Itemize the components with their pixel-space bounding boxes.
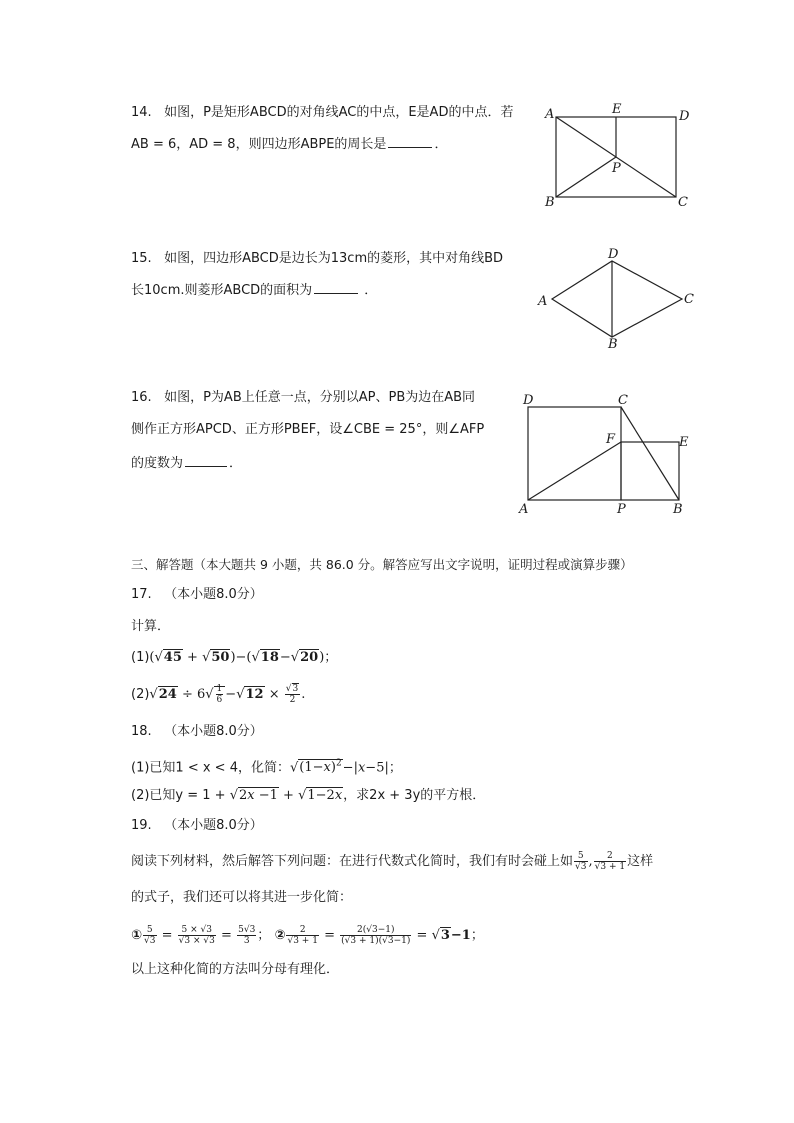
q16-text-line2: 侧作正方形APCD、正方形PBEF，设∠CBE = 25°，则∠AFP <box>131 422 485 437</box>
q15-line1 <box>131 249 503 269</box>
q14-line1 <box>131 103 513 123</box>
q16-text-line3: 的度数为 <box>131 456 184 471</box>
q17-part1-expression: (√45 + √50)−(√18−√20)； <box>149 650 338 665</box>
q18-part2-text-b: ，求2x + 3y的平方根． <box>343 788 486 803</box>
q16-label-f: F <box>606 432 616 447</box>
q19-examples <box>131 925 484 946</box>
q19-circle-2: ② <box>274 928 286 943</box>
q17-part2-expression: √24 ÷ 6√ $\frac{1}{6}$ −√12 × $\frac{√3}{2}$ . <box>149 684 306 705</box>
q19-number: 19. <box>131 818 152 833</box>
q15-period: ． <box>364 283 378 298</box>
q15-text-line2: 长10cm.则菱形ABCD的面积为 <box>131 283 313 298</box>
q15-label-c: C <box>684 292 694 307</box>
q16-number: 16. <box>131 390 152 405</box>
q16-figure <box>515 390 695 520</box>
q19-example-2: $\frac{2}{√3 + 1}$ = $\frac{2(√3-1)}{(√3 + 1)(√3-1)}$ = √3−1； <box>287 925 484 946</box>
q16-text-line1: 如图，P为AB上任意一点，分别以AP、PB为边在AB同 <box>164 390 476 405</box>
q16-label-a: A <box>519 502 529 517</box>
q18-part1 <box>131 754 402 778</box>
q14-number: 14. <box>131 105 152 120</box>
q19-text-line1-b: 这样 <box>627 854 654 869</box>
q16-label-d: D <box>523 393 534 408</box>
q15-label-a: A <box>538 294 548 309</box>
q16-line1 <box>131 388 475 408</box>
q19-circle-1: ① <box>131 928 143 943</box>
q19-conclusion: 以上这种化简的方法叫分母有理化． <box>131 962 340 977</box>
q17-intro: 计算． <box>131 619 171 634</box>
q16-label-b: B <box>673 502 683 517</box>
q14-answer-blank <box>388 133 432 148</box>
q16-label-e: E <box>679 435 689 450</box>
q16-line3 <box>131 452 242 474</box>
q17-number: 17. <box>131 587 152 602</box>
section3-heading: 三、解答题（本大题共 9 小题，共 86.0 分。解答应写出文字说明，证明过程或演算步骤） <box>131 557 633 572</box>
q16-label-c: C <box>618 393 628 408</box>
q19-line1 <box>131 851 653 872</box>
q15-label-b: B <box>608 337 618 352</box>
q18-number: 18. <box>131 724 152 739</box>
q14-label-b: B <box>545 195 555 210</box>
q16-label-p: P <box>617 502 626 517</box>
q19-text-line1-a: 阅读下列材料，然后解答下列问题：在进行代数式化简时，我们有时会碰上如 <box>131 854 574 869</box>
q15-figure <box>535 248 695 353</box>
q18-part1-expression: $√(1-x)^2-|x-5|$； <box>289 759 402 776</box>
q14-label-e: E <box>612 102 622 117</box>
q19-example-fractions: $\frac{5}{√3}$ , $\frac{2}{√3 + 1}$ <box>575 851 626 872</box>
q16-line2 <box>131 420 484 440</box>
q14-label-a: A <box>545 107 555 122</box>
q17-part2 <box>131 684 305 705</box>
q14-figure <box>540 100 700 215</box>
q14-segment-bp <box>556 157 616 197</box>
q19-score: （本小题8.0分） <box>164 818 263 833</box>
q15-label-d: D <box>608 247 619 262</box>
q16-segment-af <box>528 442 621 500</box>
q14-text-line2: AB = 6，AD = 8，则四边形ABPE的周长是 <box>131 137 387 152</box>
q17-part1-label: (1) <box>131 650 150 665</box>
q17-part2-label: (2) <box>131 687 150 702</box>
q14-label-p: P <box>612 161 621 176</box>
q16-square-apcd <box>528 407 621 500</box>
q16-period: ． <box>229 456 243 471</box>
q17-score: （本小题8.0分） <box>164 587 263 602</box>
q18-part2 <box>131 786 485 806</box>
q17-part1 <box>131 648 337 668</box>
q15-number: 15. <box>131 251 152 266</box>
q18-part2-text-a: (2)已知y = 1 + <box>131 788 226 803</box>
q14-text-line1: 如图，P是矩形ABCD的对角线AC的中点，E是AD的中点．若 <box>164 105 514 120</box>
q14-period: ． <box>434 137 448 152</box>
q15-rhombus <box>552 261 682 337</box>
q15-text-line1: 如图，四边形ABCD是边长为13cm的菱形，其中对角线BD <box>164 251 504 266</box>
q19-example-1: $\frac{5}{√3}$ = $\frac{5 \times √3}{√3 \times √3}$ = $\frac{5√3}{3}$ ； <box>144 925 271 946</box>
q14-line2 <box>131 133 447 155</box>
q16-square-pbef <box>621 442 679 500</box>
q17-header <box>131 585 263 605</box>
q16-segment-cb <box>621 407 679 500</box>
q19-line2: 的式子，我们还可以将其进一步化简： <box>131 890 353 905</box>
q18-part1-text: (1)已知1 < x < 4，化简： <box>131 760 290 776</box>
q14-label-c: C <box>678 195 688 210</box>
q16-answer-blank <box>185 452 227 467</box>
q15-line2 <box>131 279 377 301</box>
q18-header <box>131 722 263 742</box>
q15-answer-blank <box>314 279 358 294</box>
q18-score: （本小题8.0分） <box>164 724 263 739</box>
q18-part2-expression: √2x −1 + √1−2x <box>229 788 343 803</box>
q19-header <box>131 816 263 836</box>
q14-label-d: D <box>679 109 690 124</box>
